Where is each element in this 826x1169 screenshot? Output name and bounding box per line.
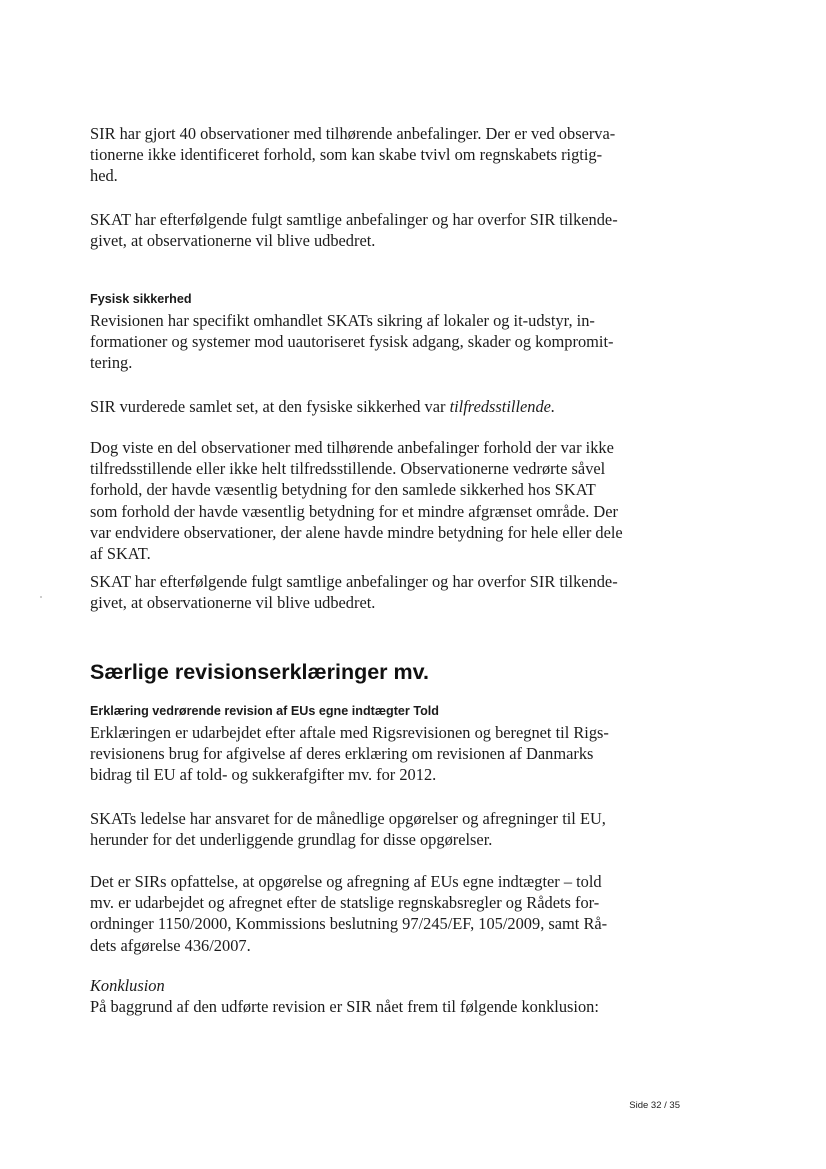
paragraph-text: Erklæringen er udarbejdet efter aftale med Rigsrevisionen og beregnet til Rigs- revisionens brug for afgivelse af deres erklæring om revisionen af Danmarks bidrag til EU af told- og sukkerafgifter mv. for 2012. bbox=[90, 723, 609, 785]
paragraph-skat-followup-2 bbox=[90, 571, 620, 613]
paragraph-fysisk-assessment bbox=[90, 396, 620, 417]
heading-konklusion: Konklusion bbox=[90, 976, 165, 995]
paragraph-text: SKAT har efterfølgende fulgt samtlige anbefalinger og har overfor SIR tilkende- givet, at observationerne vil blive udbedret. bbox=[90, 572, 618, 613]
paragraph-text: Det er SIRs opfattelse, at opgørelse og afregning af EUs egne indtægter – told mv. er udarbejdet og afregnet efter de statslige regnskabsregler og Rådets for- ordninger 1150/2000, Kommissions beslutning 97/245/EF, 105/2009, samt Rå- dets afgørelse 436/2007. bbox=[90, 872, 608, 955]
paragraph-erklaering-purpose bbox=[90, 722, 620, 786]
paragraph-ledelse-ansvar bbox=[90, 808, 620, 850]
scan-speck bbox=[40, 596, 42, 598]
paragraph-text: SKAT har efterfølgende fulgt samtlige anbefalinger og har overfor SIR tilkende- givet, at observationerne vil blive udbedret. bbox=[90, 210, 618, 251]
paragraph-observations bbox=[90, 123, 620, 187]
paragraph-konklusion bbox=[90, 996, 620, 1017]
paragraph-sir-opfattelse bbox=[90, 871, 620, 956]
paragraph-text: SIR vurderede samlet set, at den fysiske sikkerhed var tilfredsstillende. bbox=[90, 397, 556, 416]
paragraph-text: Revisionen har specifikt omhandlet SKATs sikring af lokaler og it-udstyr, in- formationer og systemer mod uautoriseret fysisk adgang, skader og kompromit- tering. bbox=[90, 311, 614, 373]
paragraph-fysisk-observations bbox=[90, 437, 623, 564]
paragraph-skat-followup-1 bbox=[90, 209, 620, 251]
paragraph-text: SIR har gjort 40 observationer med tilhørende anbefalinger. Der er ved observa- tionerne ikke identificeret forhold, som kan skabe tvivl om regnskabets rigtig- hed. bbox=[90, 124, 616, 186]
assessment-emphasis: tilfredsstillende. bbox=[449, 397, 556, 416]
paragraph-fysisk-scope bbox=[90, 310, 620, 374]
paragraph-text: SKATs ledelse har ansvaret for de månedlige opgørelser og afregninger til EU, herunder for det underliggende grundlag for disse opgørelser. bbox=[90, 809, 606, 850]
paragraph-text: På baggrund af den udførte revision er SIR nået frem til følgende konklusion: bbox=[90, 997, 599, 1016]
heading-erklaering-told: Erklæring vedrørende revision af EUs egne indtægter Told bbox=[90, 704, 439, 718]
paragraph-text: Dog viste en del observationer med tilhørende anbefalinger forhold der var ikke tilfredsstillende eller ikke helt tilfredsstillende. Observationerne vedrørte såvel forhold, der havde væsentlig betydning for den samlede sikkerhed hos SKAT som forhold der havde væsentlig betydning for et mindre afgrænset område. Der var endvidere observationer, der alene havde mindre betydning for hele eller dele af SKAT. bbox=[90, 438, 623, 564]
heading-fysisk-sikkerhed: Fysisk sikkerhed bbox=[90, 292, 192, 306]
page-number: Side 32 / 35 bbox=[629, 1100, 680, 1111]
section-title-saerlige: Særlige revisionserklæringer mv. bbox=[90, 660, 429, 684]
